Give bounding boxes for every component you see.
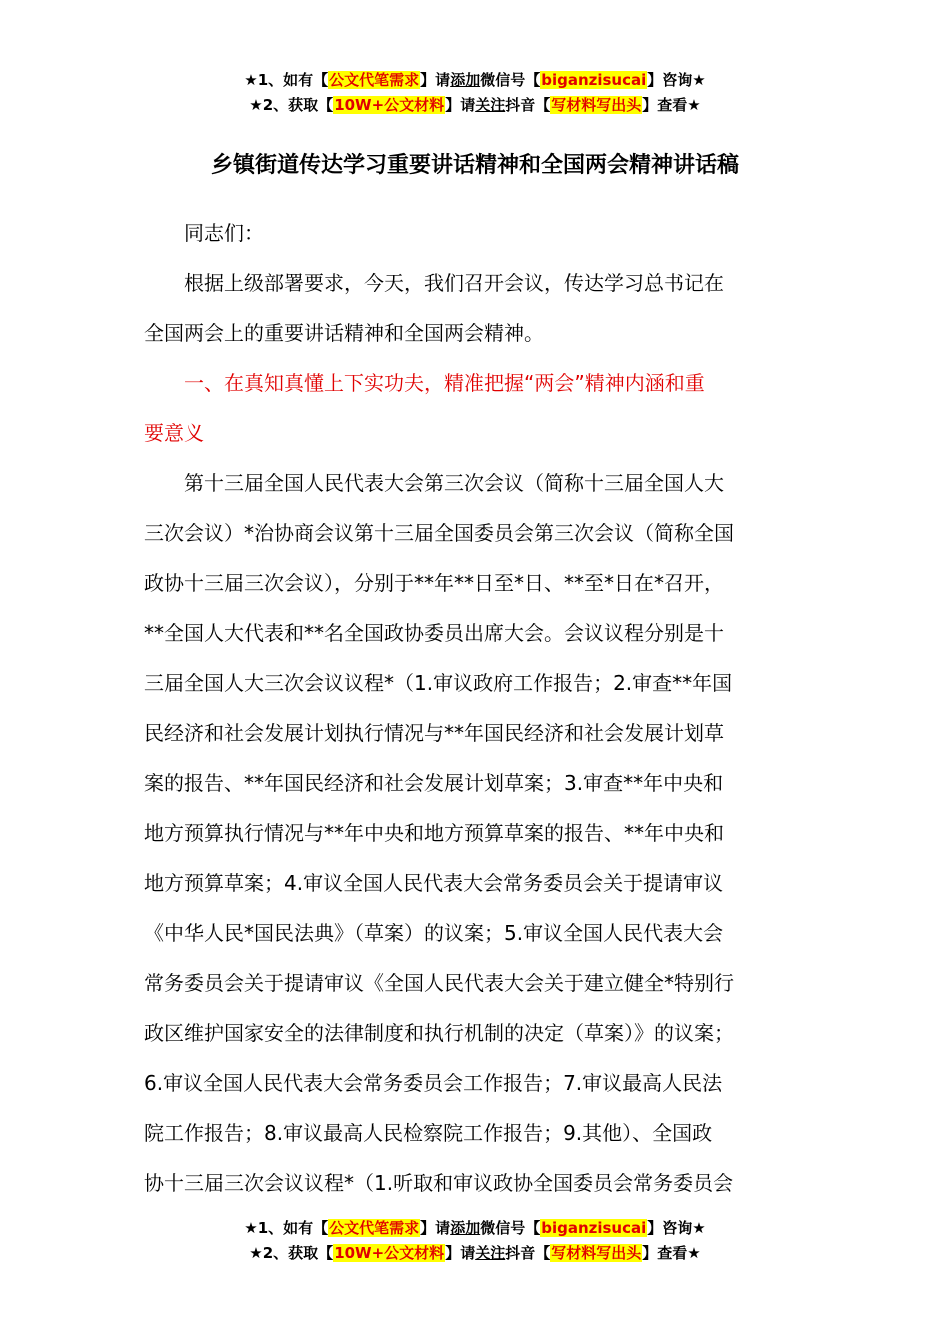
banner-line-1	[0, 1216, 950, 1241]
text-line: 6.审议全国人民代表大会常务委员会工作报告；7.审议最高人民法	[144, 1071, 723, 1095]
banner-text: 】查看★	[642, 1244, 701, 1262]
text-line: 第十三届全国人民代表大会第三次会议（简称十三届全国人大	[144, 471, 724, 495]
banner-highlight: 公文代笔需求	[329, 71, 420, 89]
banner-text: 】请	[420, 1219, 451, 1237]
text-line: 民经济和社会发展计划执行情况与**年国民经济和社会发展计划草	[144, 721, 724, 745]
text-line: 三次会议）*治协商会议第十三届全国委员会第三次会议（简称全国	[144, 521, 734, 545]
banner-text: ★1、如有【	[244, 71, 329, 89]
banner-text: 微信号【	[480, 71, 541, 89]
banner-line-2	[0, 1241, 950, 1266]
banner-line-1	[0, 68, 950, 93]
banner-highlight: 10W+公文材料	[334, 1244, 445, 1262]
banner-underline: 添加	[450, 1219, 481, 1237]
document-title: 乡镇街道传达学习重要讲话精神和全国两会精神讲话稿	[210, 153, 739, 178]
text-line: 地方预算草案；4.审议全国人民代表大会常务委员会关于提请审议	[144, 871, 724, 895]
text-line: 政区维护国家安全的法律制度和执行机制的决定（草案）》的议案；	[144, 1021, 734, 1045]
bottom-banner	[0, 1216, 950, 1266]
banner-line-2	[0, 93, 950, 118]
banner-text: ★1、如有【	[244, 1219, 329, 1237]
text-line: 院工作报告；8.审议最高人民检察院工作报告；9.其他）、全国政	[144, 1121, 713, 1145]
section-heading-line: 一、在真知真懂上下实功夫，精准把握“两会”精神内涵和重	[144, 371, 705, 395]
banner-highlight: 写材料写出头	[551, 96, 642, 114]
banner-underline: 关注	[475, 1244, 506, 1262]
banner-highlight: 写材料写出头	[551, 1244, 642, 1262]
banner-text: 抖音【	[505, 1244, 551, 1262]
banner-text: ★2、获取【	[249, 96, 334, 114]
banner-text: 】查看★	[642, 96, 701, 114]
banner-underline: 添加	[450, 71, 481, 89]
text-line: 案的报告、**年国民经济和社会发展计划草案；3.审查**年中央和	[144, 771, 724, 795]
text-line: **全国人大代表和**名全国政协委员出席大会。会议议程分别是十	[144, 621, 724, 645]
banner-text: 抖音【	[505, 96, 551, 114]
text-line: 全国两会上的重要讲话精神和全国两会精神。	[144, 321, 544, 345]
banner-text: 】请	[420, 71, 451, 89]
banner-highlight: biganzisucai	[541, 71, 647, 89]
banner-text: 】咨询★	[647, 71, 706, 89]
text-line: 《中华人民*国民法典》（草案）的议案；5.审议全国人民代表大会	[144, 921, 724, 945]
banner-text: 微信号【	[480, 1219, 541, 1237]
text-line: 政协十三届三次会议），分别于**年**日至*日、**至*日在*召开，	[144, 571, 724, 595]
text-line: 三届全国人大三次会议议程*（1.审议政府工作报告；2.审查**年国	[144, 671, 733, 695]
banner-highlight: 10W+公文材料	[334, 96, 445, 114]
text-line: 常务委员会关于提请审议《全国人民代表大会关于建立健全*特别行	[144, 971, 734, 995]
section-heading-line: 要意义	[144, 421, 204, 445]
banner-text: ★2、获取【	[249, 1244, 334, 1262]
banner-text: 】咨询★	[647, 1219, 706, 1237]
banner-text: 】请	[445, 1244, 476, 1262]
banner-highlight: 公文代笔需求	[329, 1219, 420, 1237]
banner-highlight: biganzisucai	[541, 1219, 647, 1237]
document-body	[144, 208, 809, 1208]
text-line: 地方预算执行情况与**年中央和地方预算草案的报告、**年中央和	[144, 821, 724, 845]
top-banner	[0, 68, 950, 118]
banner-text: 】请	[445, 96, 476, 114]
text-line: 根据上级部署要求，今天，我们召开会议，传达学习总书记在	[144, 271, 724, 295]
text-line: 同志们：	[144, 221, 264, 245]
text-line: 协十三届三次会议议程*（1.听取和审议政协全国委员会常务委员会	[144, 1171, 734, 1195]
banner-underline: 关注	[475, 96, 506, 114]
